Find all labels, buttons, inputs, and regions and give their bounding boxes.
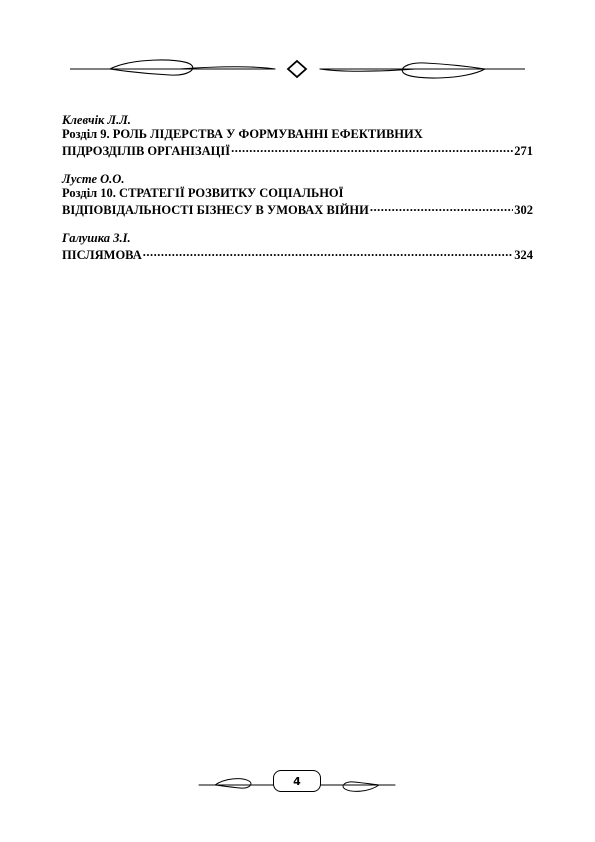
dot-leader: [143, 245, 514, 259]
toc-leader-line: [62, 200, 533, 217]
flourish-divider-icon: [70, 56, 525, 82]
toc-entry[interactable]: [62, 231, 533, 262]
toc-page-number: 271: [514, 144, 533, 158]
toc-page-number: 324: [514, 248, 533, 262]
toc-leader-line: [62, 141, 533, 158]
toc-author: Галушка З.І.: [62, 231, 131, 245]
toc-author: Лусте О.О.: [62, 172, 125, 186]
toc-title: Розділ 10. СТРАТЕГІЇ РОЗВИТКУ СОЦІАЛЬНОЇ: [62, 186, 344, 200]
toc-entry[interactable]: [62, 172, 533, 217]
toc-title-continuation: ПІДРОЗДІЛІВ ОРГАНІЗАЦІЇ: [62, 144, 231, 158]
toc-leader-line: [62, 245, 533, 262]
toc-entry[interactable]: [62, 113, 533, 158]
page-footer: [197, 768, 397, 798]
toc-title: Розділ 9. РОЛЬ ЛІДЕРСТВА У ФОРМУВАННІ ЕФЕКТИВНИХ: [62, 127, 423, 141]
toc-page-number: 302: [514, 203, 533, 217]
toc-author: Клевчік Л.Л.: [62, 113, 131, 127]
dot-leader: [370, 200, 513, 214]
dot-leader: [231, 141, 513, 155]
table-of-contents: [62, 113, 533, 276]
toc-title-continuation: ВІДПОВІДАЛЬНОСТІ БІЗНЕСУ В УМОВАХ ВІЙНИ: [62, 203, 369, 217]
page-number: 4: [273, 770, 321, 792]
toc-title: ПІСЛЯМОВА: [62, 248, 142, 262]
